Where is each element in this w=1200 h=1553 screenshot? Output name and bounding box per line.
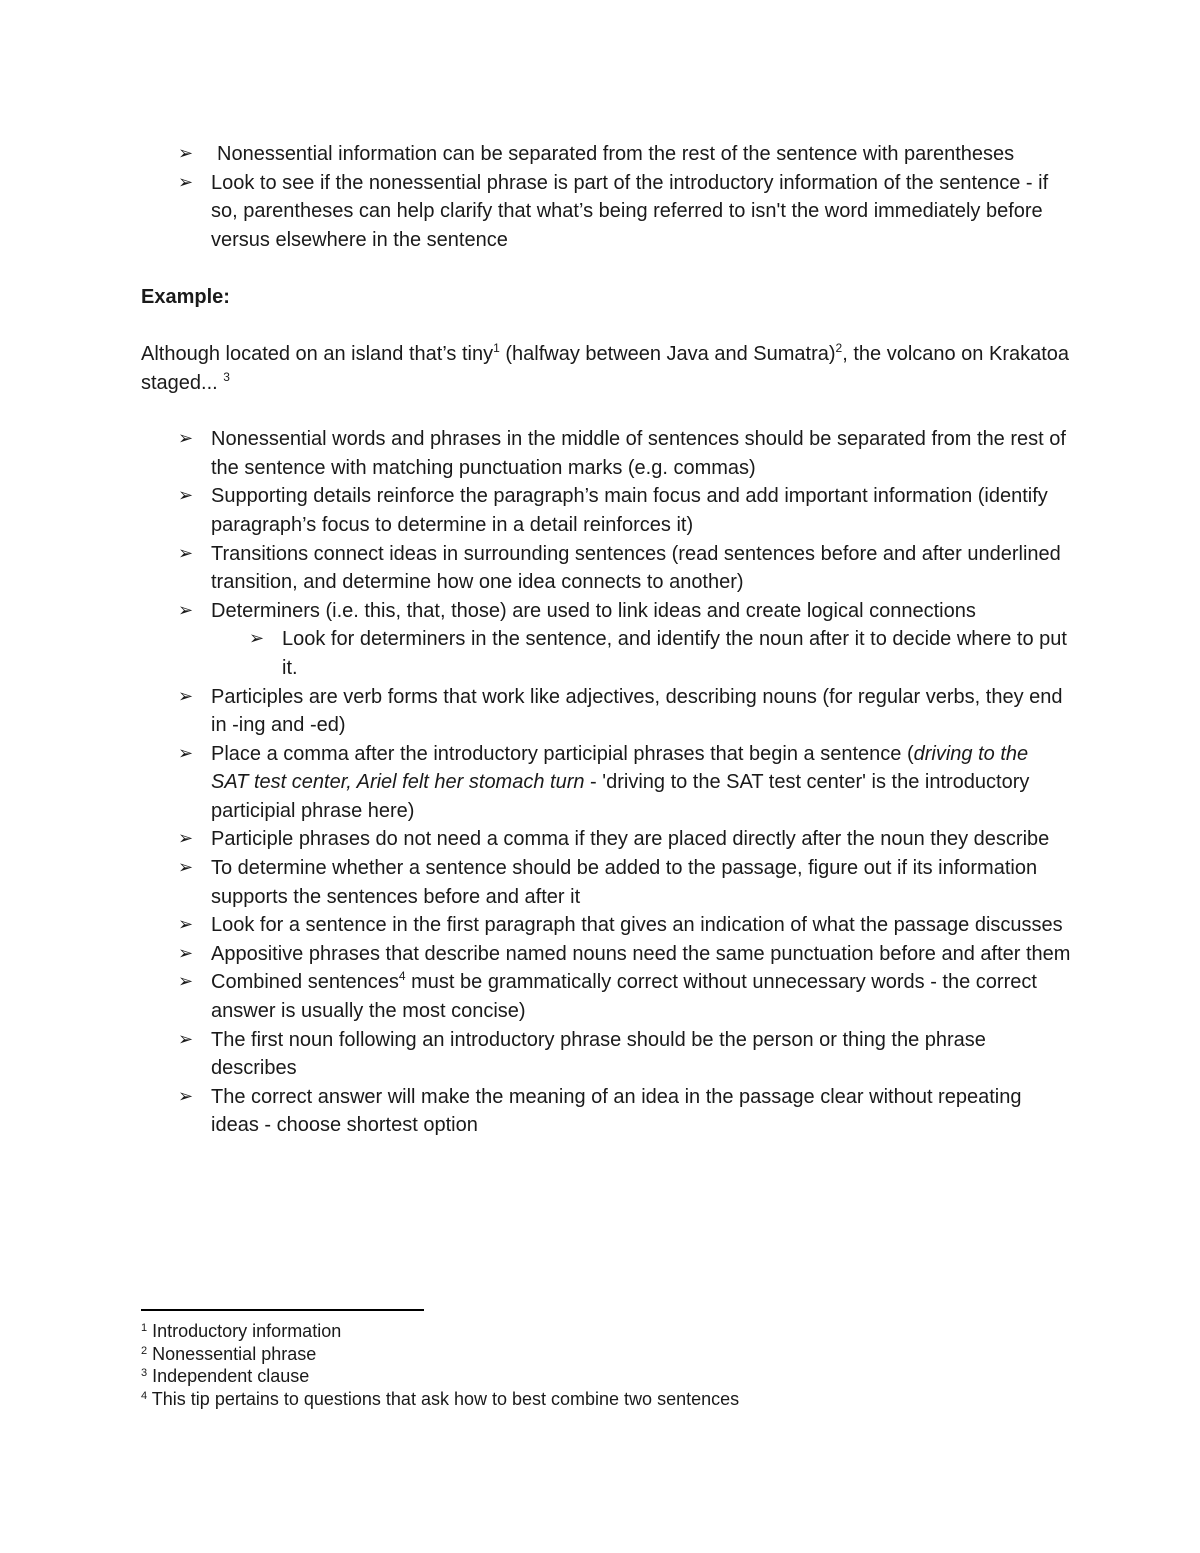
arrow-bullet-icon: ➢ — [178, 971, 194, 993]
bullet-text: Supporting details reinforce the paragraph’s main focus and add important information (identify paragraph’s focus to determine in a detail reinforces it) — [211, 485, 1048, 536]
footnote-divider — [141, 1309, 424, 1311]
example-heading: Example: — [141, 286, 230, 309]
tips-bullet-list — [141, 425, 1071, 1140]
footnote-number: 1 — [141, 1322, 148, 1334]
list-item — [141, 597, 1071, 626]
arrow-bullet-icon: ➢ — [178, 485, 194, 507]
arrow-bullet-icon: ➢ — [178, 171, 194, 193]
bullet-text: Look for determiners in the sentence, and identify the noun after it to decide where to put it. — [282, 628, 1067, 679]
example-italic-text: driving to the SAT test center, Ariel felt her stomach turn — [211, 742, 1029, 794]
bullet-text: Determiners (i.e. this, that, those) are used to link ideas and create logical connections — [211, 599, 976, 622]
list-item — [141, 425, 1071, 482]
arrow-bullet-icon: ➢ — [178, 428, 194, 450]
list-item — [141, 740, 1071, 826]
footnote-ref: 4 — [398, 969, 406, 984]
intro-bullet-list — [141, 140, 1071, 254]
footnote-number: 3 — [141, 1367, 148, 1380]
arrow-bullet-icon: ➢ — [178, 685, 194, 707]
arrow-bullet-icon: ➢ — [178, 542, 194, 564]
bullet-text: Transitions connect ideas in surrounding sentences (read sentences before and after underlined transition, and determine how one idea connects to another) — [211, 542, 1061, 594]
list-item — [141, 825, 1071, 854]
list-item — [141, 683, 1071, 740]
list-item — [141, 1083, 1071, 1140]
list-item — [141, 940, 1071, 969]
footnote — [141, 1388, 1071, 1411]
list-item — [141, 854, 1071, 911]
arrow-bullet-icon: ➢ — [178, 1028, 194, 1050]
bullet-text: The correct answer will make the meaning of an idea in the passage clear without repeating ideas - choose shortest option — [211, 1085, 1022, 1137]
example-text-part: , the volcano on Krakatoa staged... — [141, 342, 1070, 394]
footnotes-section — [141, 1309, 1071, 1410]
arrow-bullet-icon: ➢ — [178, 828, 194, 850]
bullet-text-part: Combined sentences — [211, 971, 399, 994]
example-sentence — [141, 340, 1071, 397]
arrow-bullet-icon: ➢ — [178, 914, 194, 936]
list-item — [141, 968, 1071, 1025]
footnote-text: This tip pertains to questions that ask how to best combine two sentences — [147, 1388, 740, 1409]
footnote-text: Nonessential phrase — [147, 1343, 317, 1364]
footnote — [141, 1365, 1071, 1388]
bullet-text — [211, 743, 1029, 822]
footnote-text: Introductory information — [147, 1321, 342, 1341]
arrow-bullet-icon: ➢ — [178, 742, 194, 764]
document-body — [141, 140, 1071, 1140]
footnote-ref: 1 — [493, 340, 500, 355]
arrow-bullet-icon: ➢ — [178, 857, 194, 879]
arrow-bullet-icon: ➢ — [178, 143, 194, 164]
footnote-number: 4 — [141, 1389, 148, 1402]
bullet-text-part: Place a comma after the introductory participial phrases that begin a sentence ( — [211, 742, 914, 765]
example-text-part: (halfway between Java and Sumatra) — [499, 342, 836, 365]
bullet-text: Look for a sentence in the first paragraph that gives an indication of what the passage discusses — [211, 914, 1063, 937]
list-item — [141, 140, 1071, 169]
bullet-text — [211, 971, 1037, 1022]
footnote — [141, 1343, 1071, 1366]
arrow-bullet-icon: ➢ — [249, 628, 265, 650]
bullet-text: Nonessential information can be separated from the rest of the sentence with parentheses — [217, 143, 1015, 165]
arrow-bullet-icon: ➢ — [178, 599, 194, 621]
bullet-text: Nonessential words and phrases in the middle of sentences should be separated from the rest of the sentence with matching punctuation marks (e.g. commas) — [211, 428, 1066, 479]
arrow-bullet-icon: ➢ — [178, 942, 194, 964]
footnote-ref: 2 — [835, 340, 843, 355]
bullet-text: Appositive phrases that describe named nouns need the same punctuation before and after them — [211, 942, 1071, 965]
arrow-bullet-icon: ➢ — [178, 1085, 194, 1107]
list-item — [141, 1026, 1071, 1083]
list-item — [141, 482, 1071, 539]
footnote-number: 2 — [141, 1344, 148, 1357]
footnote-text: Independent clause — [147, 1366, 310, 1387]
bullet-text: The first noun following an introductory phrase should be the person or thing the phrase describes — [211, 1028, 986, 1080]
list-item — [141, 169, 1071, 255]
bullet-text-part: - 'driving to the SAT test center' is the introductory participial phrase here) — [211, 771, 1030, 822]
example-text-part: Although located on an island that’s tiny — [141, 342, 494, 365]
footnote-ref: 3 — [223, 369, 230, 384]
bullet-text: Participles are verb forms that work like adjectives, describing nouns (for regular verbs, they end in -ing and -ed) — [211, 685, 1063, 737]
list-item — [141, 911, 1071, 940]
bullet-text: Participle phrases do not need a comma if they are placed directly after the noun they describe — [211, 828, 1050, 851]
bullet-text: To determine whether a sentence should be added to the passage, figure out if its information supports the sentences before and after it — [211, 857, 1038, 908]
bullet-text-part: must be grammatically correct without unnecessary words - the correct answer is usually the most concise) — [211, 971, 1037, 1023]
sub-list-item — [141, 625, 1071, 682]
footnote — [141, 1320, 1071, 1343]
list-item — [141, 540, 1071, 597]
bullet-text: Look to see if the nonessential phrase is part of the introductory information of the sentence - if so, parentheses can help clarify that what’s being referred to isn't the word immediately before versus elsewhere in the sentence — [211, 171, 1049, 251]
